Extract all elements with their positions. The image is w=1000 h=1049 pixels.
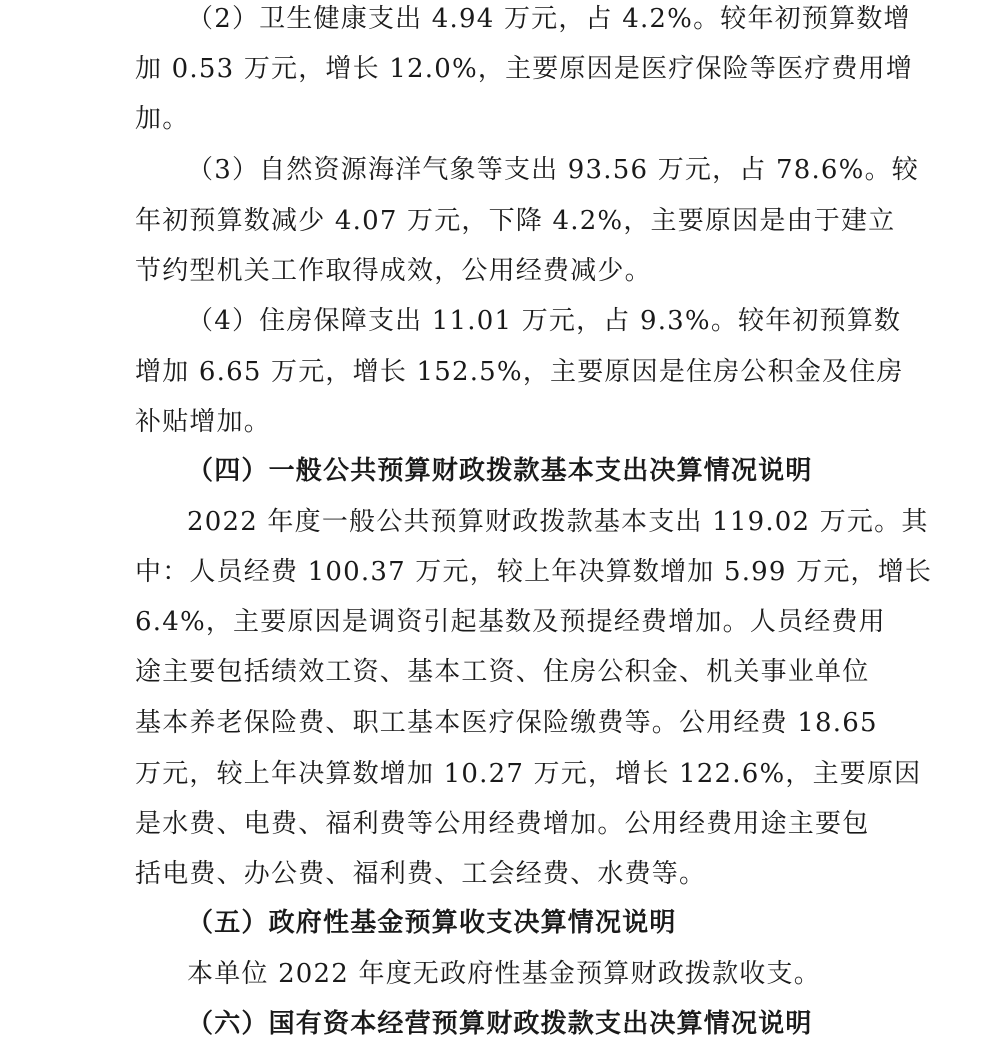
paragraph-line: 补贴增加。 [135,407,272,437]
paragraph-line: 基本养老保险费、职工基本医疗保险缴费等。公用经费 18.65 [135,708,878,738]
paragraph-line: 2022 年度一般公共预算财政拨款基本支出 119.02 万元。其 [187,507,929,537]
paragraph-line: 是水费、电费、福利费等公用经费增加。公用经费用途主要包 [135,809,870,839]
section-heading: （五）政府性基金预算收支决算情况说明 [187,908,677,938]
paragraph-line: 加。 [135,104,190,134]
section-heading: （六）国有资本经营预算财政拨款支出决算情况说明 [187,1009,813,1039]
paragraph-line: 万元，较上年决算数增加 10.27 万元，增长 122.6%，主要原因 [135,759,922,789]
section-heading: （四）一般公共预算财政拨款基本支出决算情况说明 [187,456,813,486]
paragraph-line: 增加 6.65 万元，增长 152.5%，主要原因是住房公积金及住房 [135,357,904,387]
paragraph-line: 年初预算数减少 4.07 万元，下降 4.2%，主要原因是由于建立 [135,206,896,236]
paragraph-line: 本单位 2022 年度无政府性基金预算财政拨款收支。 [187,959,821,989]
paragraph-line: （3）自然资源海洋气象等支出 93.56 万元，占 78.6%。较 [187,155,919,185]
paragraph-line: 节约型机关工作取得成效，公用经费减少。 [135,256,652,286]
paragraph-line: （2）卫生健康支出 4.94 万元，占 4.2%。较年初预算数增 [187,4,911,34]
paragraph-line: （4）住房保障支出 11.01 万元，占 9.3%。较年初预算数 [187,306,902,336]
paragraph-line: 中：人员经费 100.37 万元，较上年决算数增加 5.99 万元，增长 [135,557,933,587]
paragraph-line: 6.4%，主要原因是调资引起基数及预提经费增加。人员经费用 [135,607,886,637]
paragraph-line: 括电费、办公费、福利费、工会经费、水费等。 [135,859,707,889]
paragraph-line: 加 0.53 万元，增长 12.0%，主要原因是医疗保险等医疗费用增 [135,54,914,84]
paragraph-line: 途主要包括绩效工资、基本工资、住房公积金、机关事业单位 [135,657,870,687]
